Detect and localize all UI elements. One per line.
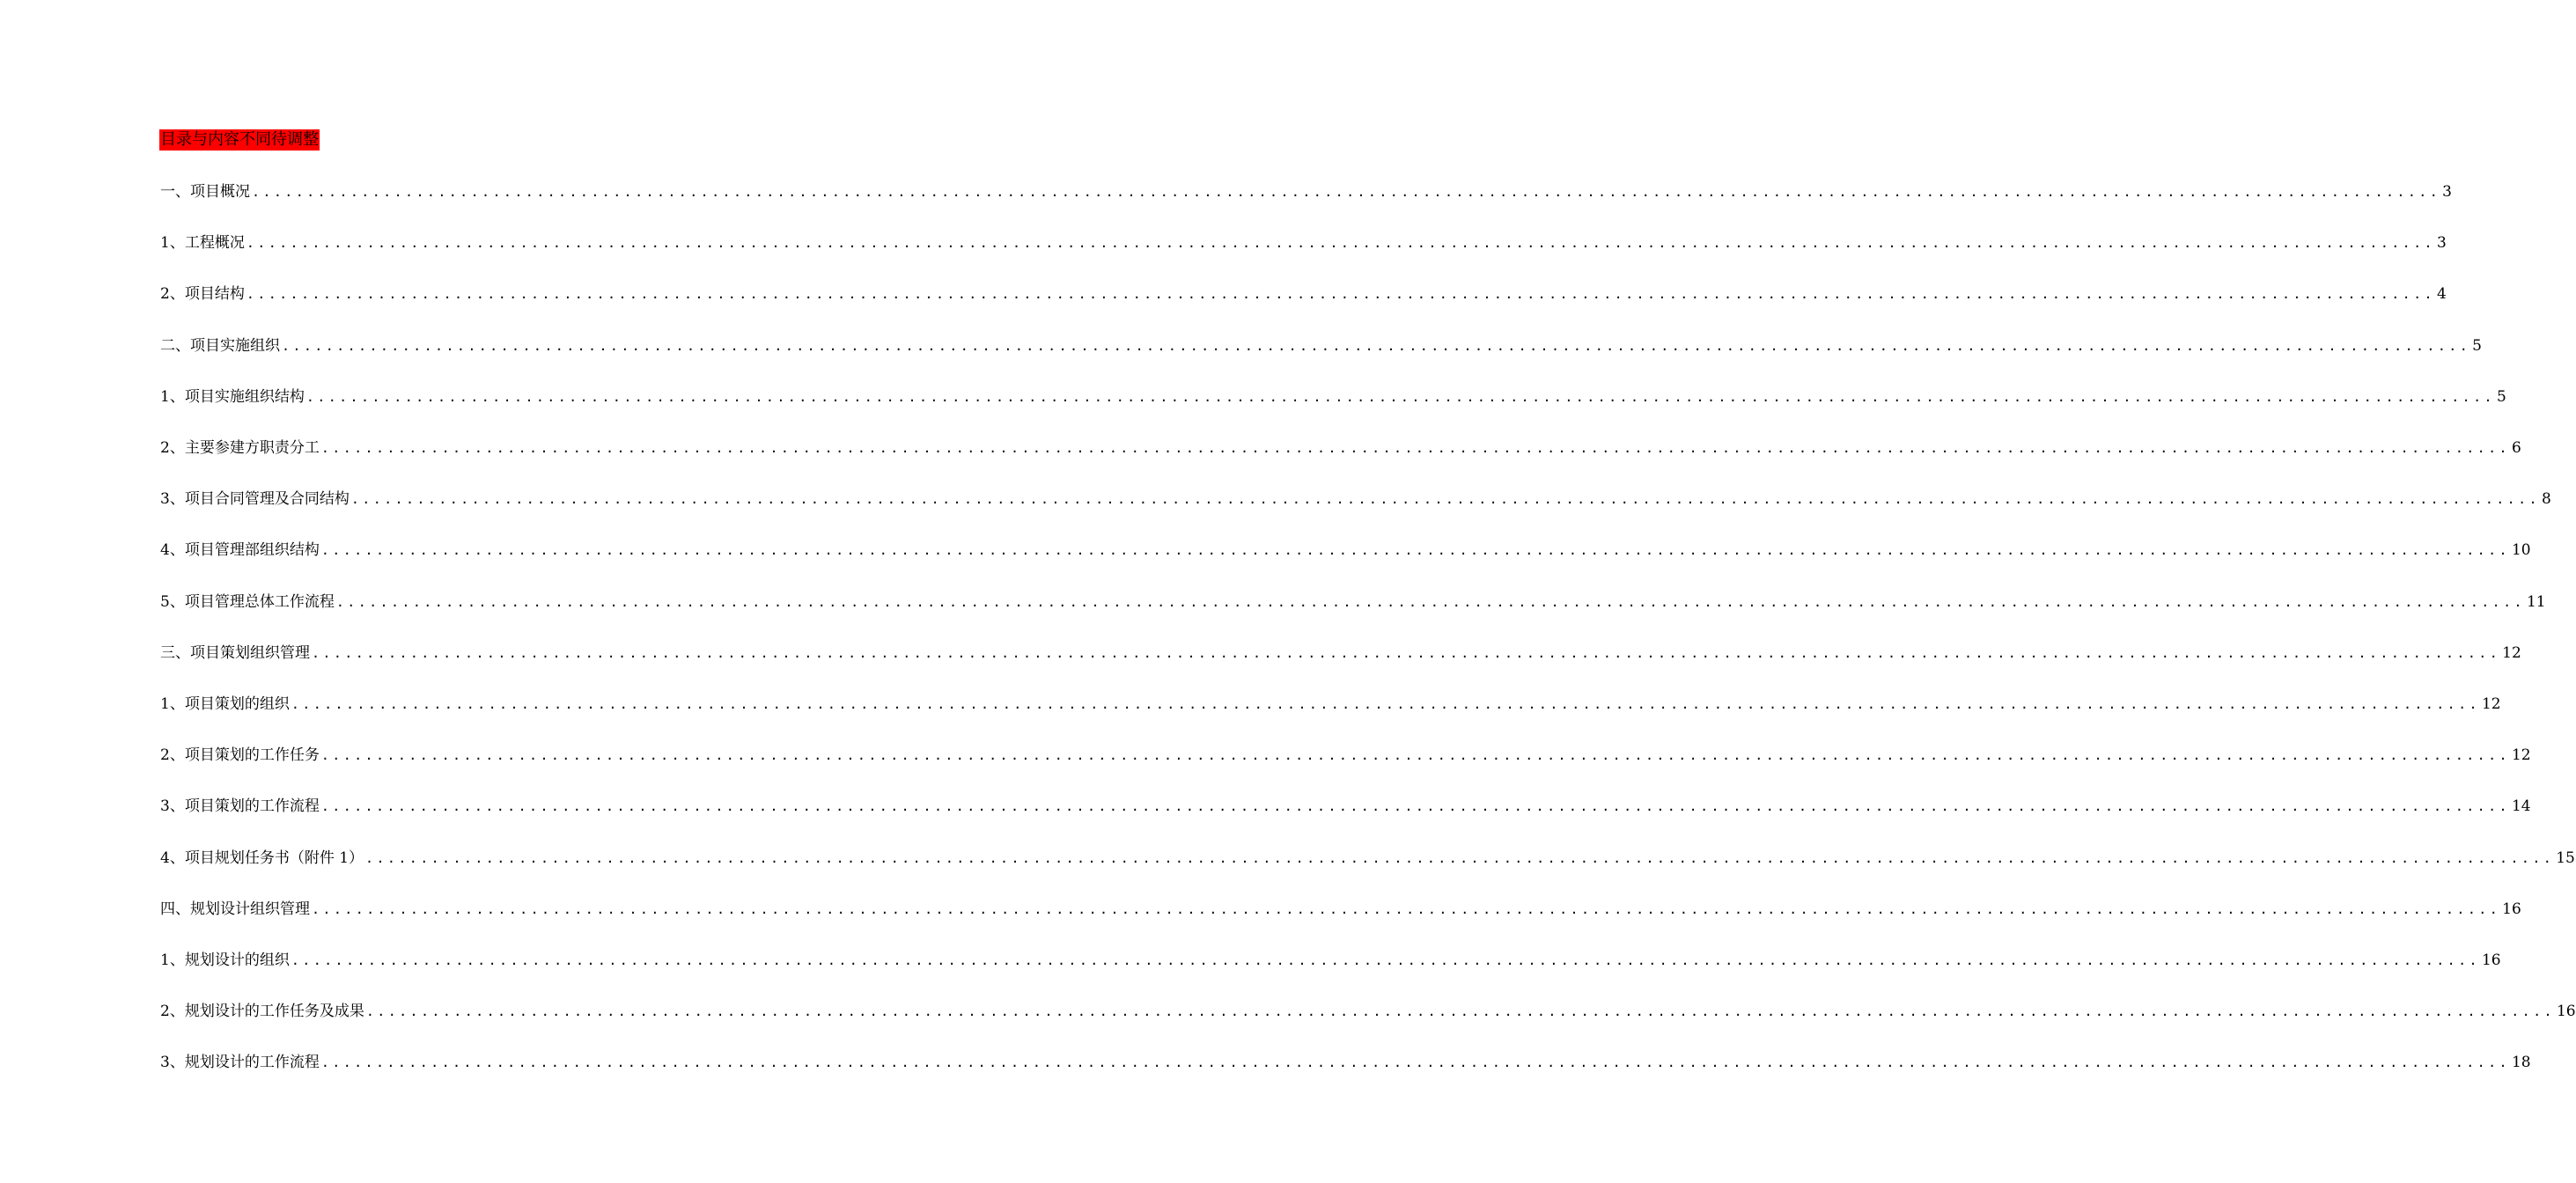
toc-entry-label: 2、项目策划的工作任务: [160, 746, 320, 765]
toc-entry-label: 一、项目概况: [160, 183, 250, 201]
toc-dot-leader: ........................................................................................................................................................................................................: [312, 900, 2501, 917]
toc-entry[interactable]: [160, 998, 2576, 1025]
toc-dot-leader: ........................................................................................................................................................................................................: [320, 1054, 2510, 1071]
toc-entry[interactable]: [160, 947, 2501, 974]
toc-entry-page-number: 12: [2481, 695, 2501, 713]
toc-entry[interactable]: [160, 1049, 2531, 1076]
toc-dot-leader: ........................................................................................................................................................................................................: [291, 952, 2480, 968]
toc-entry-page-number: 5: [2472, 336, 2482, 355]
toc-entry[interactable]: [160, 640, 2521, 666]
toc-entry-label: 5、项目管理总体工作流程: [160, 592, 335, 611]
toc-dot-leader: ........................................................................................................................................................................................................: [291, 696, 2480, 712]
toc-entry-label: 3、规划设计的工作流程: [160, 1054, 320, 1072]
toc-entry-label: 2、规划设计的工作任务及成果: [160, 1003, 364, 1021]
toc-entry[interactable]: [160, 281, 2447, 307]
toc-dot-leader: ........................................................................................................................................................................................................: [282, 337, 2471, 354]
toc-dot-leader: ........................................................................................................................................................................................................: [320, 747, 2510, 764]
toc-entry[interactable]: [160, 179, 2452, 205]
toc-dot-leader: ........................................................................................................................................................................................................: [335, 593, 2525, 610]
toc-entry[interactable]: [160, 691, 2501, 717]
toc-entry[interactable]: [160, 486, 2551, 512]
toc-dot-leader: ........................................................................................................................................................................................................: [246, 235, 2435, 252]
toc-entry[interactable]: [160, 384, 2506, 410]
toc-entry[interactable]: [160, 230, 2447, 256]
toc-entry-label: 1、项目策划的组织: [160, 695, 290, 713]
toc-entry-page-number: 3: [2442, 183, 2452, 201]
toc-dot-leader: ........................................................................................................................................................................................................: [312, 644, 2501, 661]
toc-entry-page-number: 16: [2556, 1003, 2576, 1021]
toc-entry[interactable]: [160, 537, 2531, 563]
toc-entry-page-number: 15: [2556, 849, 2575, 867]
toc-entry-page-number: 16: [2502, 900, 2521, 918]
toc-dot-leader: ........................................................................................................................................................................................................: [320, 542, 2510, 559]
toc-entry-label: 四、规划设计组织管理: [160, 900, 310, 918]
toc-entry-label: 3、项目合同管理及合同结构: [160, 490, 350, 509]
toc-dot-leader: ........................................................................................................................................................................................................: [252, 184, 2441, 200]
toc-entry-label: 4、项目规划任务书（附件 1）: [160, 849, 364, 867]
toc-entry-label: 三、项目策划组织管理: [160, 643, 310, 662]
toc-entry-page-number: 10: [2511, 541, 2531, 560]
toc-entry-page-number: 14: [2511, 797, 2531, 816]
toc-entry-page-number: 11: [2526, 592, 2546, 611]
toc-entry-page-number: 4: [2436, 285, 2447, 304]
toc-dot-leader: ........................................................................................................................................................................................................: [305, 388, 2495, 405]
toc-entry-label: 3、项目策划的工作流程: [160, 797, 320, 816]
toc-entry[interactable]: [160, 589, 2546, 615]
toc-dot-leader: ........................................................................................................................................................................................................: [246, 286, 2435, 303]
toc-entry-page-number: 8: [2541, 490, 2551, 509]
toc-entry[interactable]: [160, 845, 2575, 871]
toc-entry-label: 2、项目结构: [160, 285, 245, 304]
toc-entry-label: 1、工程概况: [160, 234, 245, 253]
toc-dot-leader: ........................................................................................................................................................................................................: [350, 491, 2540, 508]
toc-entry-page-number: 18: [2511, 1054, 2531, 1072]
toc-entry[interactable]: [160, 435, 2521, 461]
toc-entry-page-number: 16: [2481, 952, 2501, 969]
toc-dot-leader: ........................................................................................................................................................................................................: [320, 440, 2510, 456]
toc-entry[interactable]: [160, 742, 2531, 768]
toc-entry[interactable]: [160, 333, 2482, 359]
toc-entry-page-number: 5: [2496, 387, 2506, 406]
toc-entry-label: 二、项目实施组织: [160, 336, 280, 355]
toc-entry-page-number: 12: [2511, 746, 2531, 765]
toc-entry-label: 1、规划设计的组织: [160, 952, 290, 969]
toc-entry[interactable]: [160, 896, 2521, 922]
toc-dot-leader: ........................................................................................................................................................................................................: [365, 849, 2555, 866]
toc-entry-label: 4、项目管理部组织结构: [160, 541, 320, 560]
toc-entry-page-number: 6: [2511, 439, 2521, 457]
toc-entry-label: 2、主要参建方职责分工: [160, 439, 320, 457]
toc-entry-page-number: 12: [2502, 643, 2521, 662]
toc-dot-leader: ........................................................................................................................................................................................................: [320, 798, 2510, 815]
toc-entry-label: 1、项目实施组织结构: [160, 387, 305, 406]
adjustment-notice-highlight: 目录与内容不同待调整: [160, 130, 319, 149]
toc-entry-page-number: 3: [2436, 234, 2447, 253]
toc-dot-leader: ........................................................................................................................................................................................................: [365, 1003, 2555, 1020]
toc-entry[interactable]: [160, 793, 2531, 819]
